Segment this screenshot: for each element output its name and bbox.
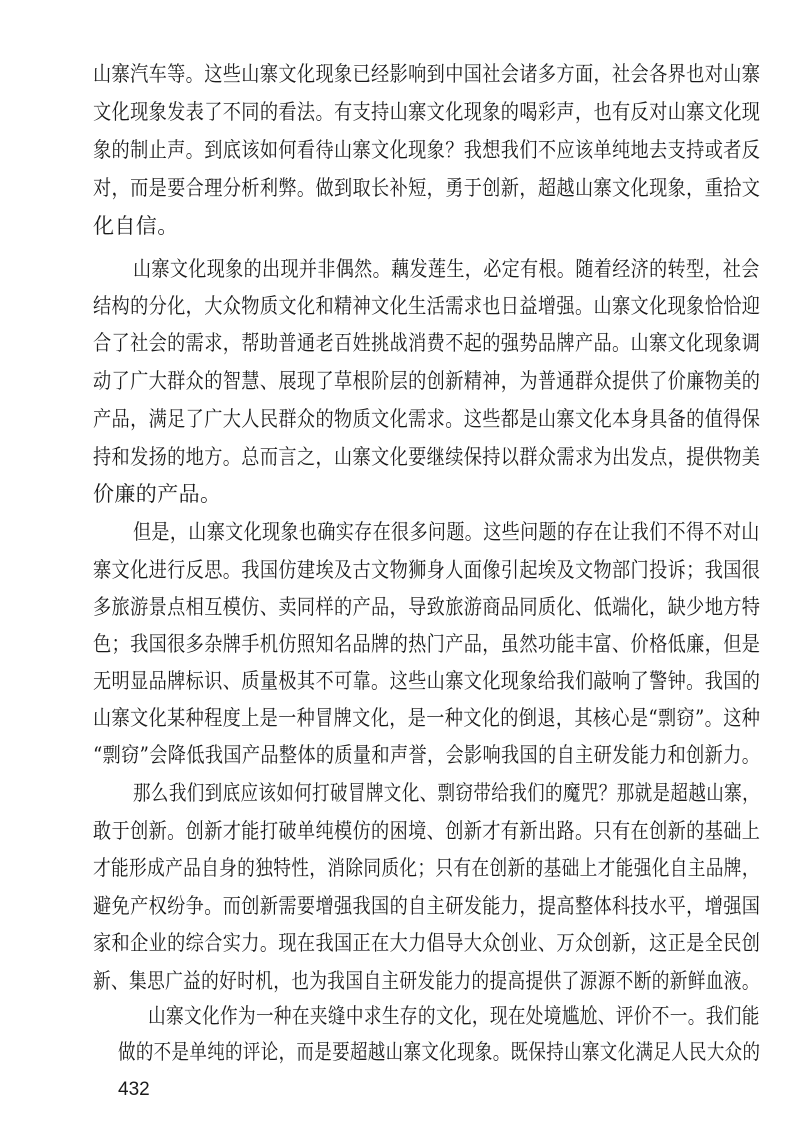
page-number: 432	[118, 1079, 150, 1100]
text-line: 动了广大群众的智慧、展现了草根阶层的创新精神，为普通群众提供了价廉物美的	[93, 369, 761, 393]
text-line: 敢于创新。创新才能打破单纯模仿的困境、创新才有新出路。只有在创新的基础上	[93, 819, 761, 843]
text-line: 产品，满足了广大人民群众的物质文化需求。这些都是山寨文化本身具备的值得保	[93, 407, 761, 431]
text-line: 寨文化进行反思。我国仿建埃及古文物狮身人面像引起埃及文物部门投诉；我国很	[93, 558, 761, 582]
paragraph-first-line: 那么我们到底应该如何打破冒牌文化、剽窃带给我们的魔咒？那就是超越山寨，	[133, 781, 760, 805]
text-line: 新、集思广益的好时机，也为我国自主研发能力的提高提供了源源不断的新鲜血液。	[93, 969, 760, 993]
text-line: 避免产权纷争。而创新需要增强我国的自主研发能力，提高整体科技水平，增强国	[93, 894, 761, 918]
paragraph-first-line: 但是，山寨文化现象也确实存在很多问题。这些问题的存在让我们不得不对山	[133, 520, 760, 544]
text-line: 持和发扬的地方。总而言之，山寨文化要继续保持以群众需求为出发点，提供物美	[93, 445, 761, 469]
text-line: 化自信。	[93, 214, 179, 238]
text-line: 文化现象发表了不同的看法。有支持山寨文化现象的喝彩声，也有反对山寨文化现	[93, 100, 761, 124]
text-line: 色；我国很多杂牌手机仿照知名品牌的热门产品，虽然功能丰富、价格低廉，但是	[93, 632, 761, 656]
text-line: 做的不是单纯的评论，而是要超越山寨文化现象。既保持山寨文化满足人民大众的	[118, 1040, 761, 1064]
paragraph-first-line: 山寨文化作为一种在夹缝中求生存的文化，现在处境尴尬、评价不一。我们能	[148, 1004, 760, 1028]
text-line: 无明显品牌标识、质量极其不可靠。这些山寨文化现象给我们敲响了警钟。我国的	[93, 669, 761, 693]
text-line: 对，而是要合理分析利弊。做到取长补短，勇于创新，超越山寨文化现象，重拾文	[93, 176, 761, 200]
text-line: 象的制止声。到底该如何看待山寨文化现象？我想我们不应该单纯地去支持或者反	[93, 138, 761, 162]
paragraph-first-line: 山寨文化现象的出现并非偶然。藕发莲生，必定有根。随着经济的转型，社会	[133, 257, 760, 281]
text-line: 山寨汽车等。这些山寨文化现象已经影响到中国社会诸多方面，社会各界也对山寨	[93, 62, 761, 86]
text-line: 结构的分化，大众物质文化和精神文化生活需求也日益增强。山寨文化现象恰恰迎	[93, 294, 761, 318]
text-line: 合了社会的需求，帮助普通老百姓挑战消费不起的强势品牌产品。山寨文化现象调	[93, 331, 761, 355]
text-line: 多旅游景点相互模仿、卖同样的产品，导致旅游商品同质化、低端化，缺少地方特	[93, 595, 761, 619]
text-line: 山寨文化某种程度上是一种冒牌文化，是一种文化的倒退，其核心是“剽窃”。这种	[93, 706, 761, 730]
text-line: “剽窃”会降低我国产品整体的质量和声誉，会影响我国的自主研发能力和创新力。	[93, 743, 761, 767]
text-line: 价廉的产品。	[93, 482, 222, 506]
text-line: 家和企业的综合实力。现在我国正在大力倡导大众创业、万众创新，这正是全民创	[93, 931, 761, 955]
text-line: 才能形成产品自身的独特性，消除同质化；只有在创新的基础上才能强化自主品牌，	[93, 856, 760, 880]
